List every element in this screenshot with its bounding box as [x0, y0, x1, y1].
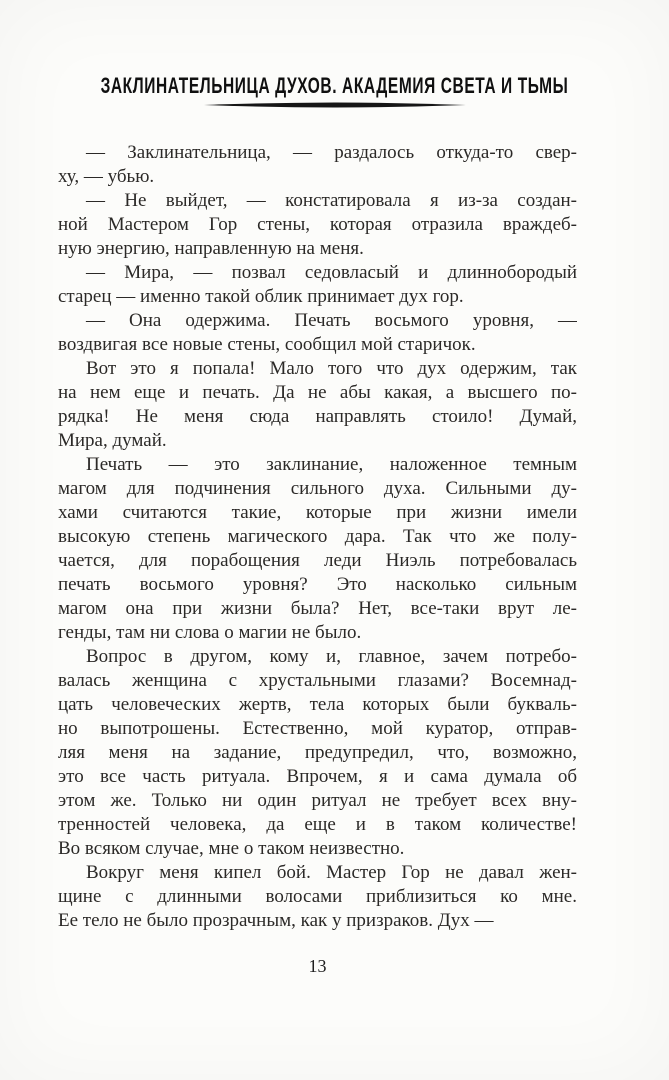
text-line: Печать — это заклинание, наложенное темным	[86, 454, 577, 475]
text-line: Вопрос в другом, кому и, главное, зачем потребо-	[86, 646, 577, 667]
text-line: печать восьмого уровня? Это насколько сильным	[58, 574, 577, 595]
text-line: этом же. Только ни один ритуал не требует всех вну-	[58, 790, 577, 811]
text-line: цать человеческих жертв, тела которых были букваль-	[58, 694, 577, 715]
paragraph	[58, 357, 577, 453]
text-line: Ее тело не было прозрачным, как у призраков. Дух —	[58, 910, 494, 931]
text-line: ляя меня на задание, предупредил, что, возможно,	[58, 742, 577, 763]
body-text	[58, 141, 577, 933]
paragraph	[58, 645, 577, 861]
text-line: ху, — убью.	[58, 166, 155, 187]
paragraph	[58, 309, 577, 357]
text-line: воздвигая все новые стены, сообщил мой старичок.	[58, 334, 476, 355]
text-line: Мира, думай.	[58, 430, 167, 451]
text-line: магом она при жизни была? Нет, все-таки врут ле-	[58, 598, 577, 619]
text-line: Во всяком случае, мне о таком неизвестно.	[58, 838, 405, 859]
text-line: — Она одержима. Печать восьмого уровня, —	[86, 310, 577, 331]
paragraph	[58, 261, 577, 309]
text-line: хами считаются такие, которые при жизни имели	[58, 502, 577, 523]
running-header-title: ЗАКЛИНАТЕЛЬНИЦА ДУХОВ. АКАДЕМИЯ СВЕТА И ТЬМЫ	[100, 74, 569, 99]
paragraph	[58, 189, 577, 261]
text-line: но выпотрошены. Естественно, мой куратор, отправ-	[58, 718, 577, 739]
text-line: Вокруг меня кипел бой. Мастер Гор не давал жен-	[86, 862, 577, 883]
text-line: старец — именно такой облик принимает дух гор.	[58, 286, 464, 307]
text-line: рядка! Не меня сюда направлять стоило! Думай,	[58, 406, 577, 427]
text-line: щине с длинными волосами приблизиться ко мне.	[58, 886, 577, 907]
paragraph	[58, 861, 577, 933]
paragraph	[58, 453, 577, 645]
running-header	[0, 74, 669, 99]
text-line: — Мира, — позвал седовласый и длиннобородый	[86, 262, 577, 283]
text-line: чается, для порабощения леди Ниэль потребовалась	[58, 550, 577, 571]
paragraph	[58, 141, 577, 189]
header-divider-ornament	[204, 101, 466, 109]
text-line: ную энергию, направленную на меня.	[58, 238, 364, 259]
text-line: — Не выйдет, — констатировала я из-за создан-	[86, 190, 577, 211]
text-line: валась женщина с хрустальными глазами? Восемнад-	[58, 670, 577, 691]
text-line: ной Мастером Гор стены, которая отразила враждеб-	[58, 214, 577, 235]
text-line: это все часть ритуала. Впрочем, я и сама думала об	[58, 766, 577, 787]
page-number: 13	[308, 956, 327, 976]
text-line: на нем еще и печать. Да не абы какая, а высшего по-	[58, 382, 577, 403]
text-line: Вот это я попала! Мало того что дух одержим, так	[86, 358, 577, 379]
text-line: тренностей человека, да еще и в таком количестве!	[58, 814, 577, 835]
text-line: магом для подчинения сильного духа. Сильными ду-	[58, 478, 577, 499]
text-line: высокую степень магического дара. Так что же полу-	[58, 526, 577, 547]
text-line: генды, там ни слова о магии не было.	[58, 622, 362, 643]
text-line: — Заклинательница, — раздалось откуда-то свер-	[86, 142, 577, 163]
